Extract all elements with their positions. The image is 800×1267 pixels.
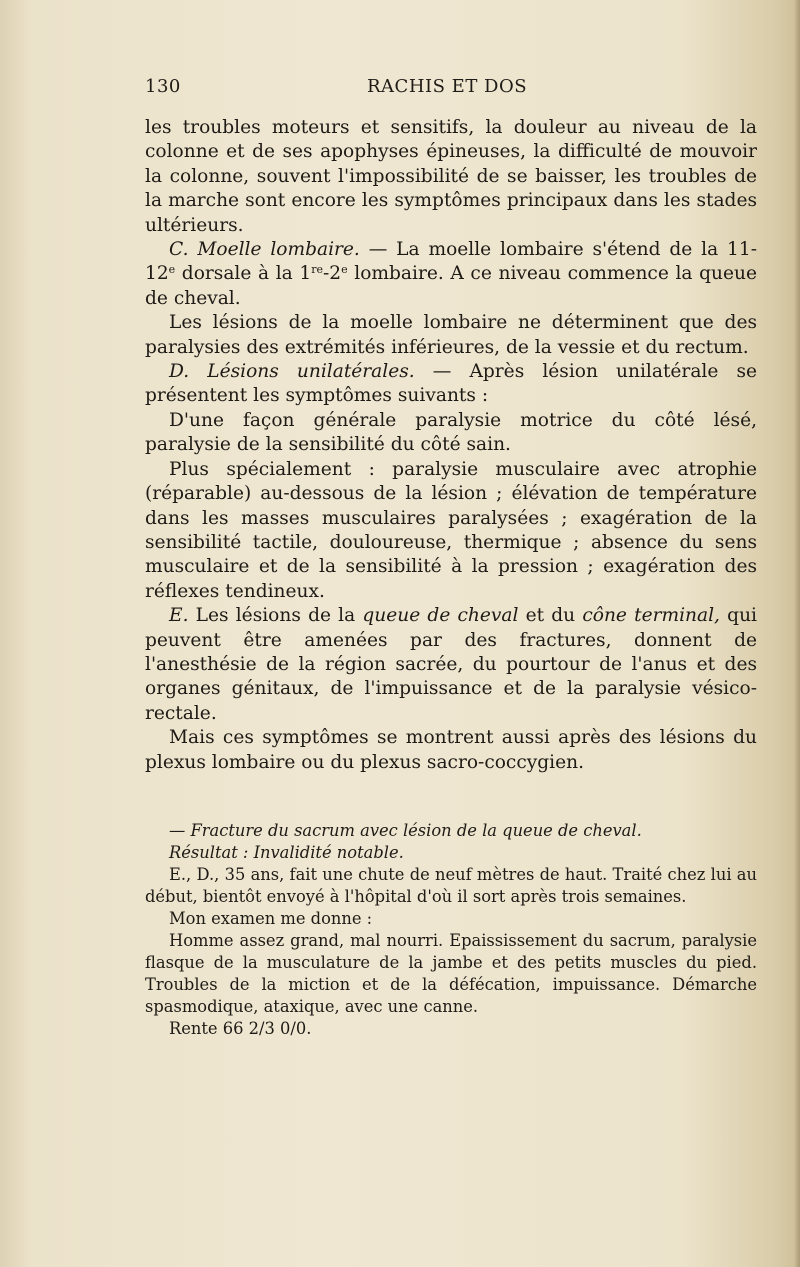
paragraph-lesions-unilaterales: D. Lésions unilatérales. — Après lésion unilatérale se présentent les symptômes suivants : [145, 361, 757, 407]
case-title: — Fracture du sacrum avec lésion de la queue de cheval. [169, 821, 642, 840]
case-result: Résultat : Invalidité notable. [169, 843, 404, 862]
case-report [145, 820, 757, 1040]
paragraph-queue-de-cheval: E. Les lésions de la queue de cheval et du cône terminal, qui peuvent être amenées par des fractures, donnent de l'anesthésie de la région sacrée, du pourtour de l'anus et des organes génitaux, de l'impuissance et de la paralysie vésico-rectale. [145, 605, 757, 724]
page-number: 130 [145, 76, 181, 97]
paragraph-specialement: Plus spécialement : paralysie musculaire avec atrophie (réparable) au-dessous de la lésion ; élévation de température dans les masses musculaires paralysées ; exagération de la sensibilité tactile, douloureuse, thermique ; absence du sens musculaire et de la sensibilité à la pression ; exagération des réflexes tendineux. [145, 458, 757, 602]
case-exam-findings: Homme assez grand, mal nourri. Epaississement du sacrum, paralysie flasque de la musculature de la jambe et des petits muscles du pied. Troubles de la miction et de la défécation, impuissance. Démarche spasmodique, ataxique, avec une canne. [145, 931, 757, 1016]
paragraph-lesions-lombaire: Les lésions de la moelle lombaire ne déterminent que des paralysies des extrémités inférieures, de la vessie et du rectum. [145, 312, 757, 358]
case-history: E., D., 35 ans, fait une chute de neuf mètres de haut. Traité chez lui au début, bientôt envoyé à l'hôpital d'où il sort après trois semaines. [145, 865, 757, 906]
paragraph-moelle-lombaire: C. Moelle lombaire. — La moelle lombaire s'étend de la 11-12e dorsale à la 1re-2e lombaire. A ce niveau commence la queue de cheval. [145, 239, 757, 309]
case-exam-intro: Mon examen me donne : [169, 909, 373, 928]
case-rente: Rente 66 2/3 0/0. [169, 1019, 312, 1038]
main-text [145, 116, 757, 775]
section-heading-c: C. Moelle lombaire. [169, 239, 360, 261]
paragraph-paralysie: D'une façon générale paralysie motrice du côté lésé, paralysie de la sensibilité du côté sain. [145, 409, 757, 456]
paragraph-continuation: les troubles moteurs et sensitifs, la douleur au niveau de la colonne et de ses apophyses épineuses, la difficulté de mouvoir la colonne, souvent l'impossibilité de se baisser, les troubles de la marche sont encore les symptômes principaux dans les stades ultérieurs. [145, 117, 757, 236]
running-title: RACHIS ET DOS [367, 76, 528, 97]
page-edge-shadow [794, 0, 800, 1267]
paragraph-plexus: Mais ces symptômes se montrent aussi après des lésions du plexus lombaire ou du plexus sacro-coccygien. [145, 727, 757, 773]
section-heading-d: D. Lésions unilatérales. [169, 361, 415, 383]
section-heading-e: E. [169, 605, 189, 627]
page-header [145, 76, 757, 102]
